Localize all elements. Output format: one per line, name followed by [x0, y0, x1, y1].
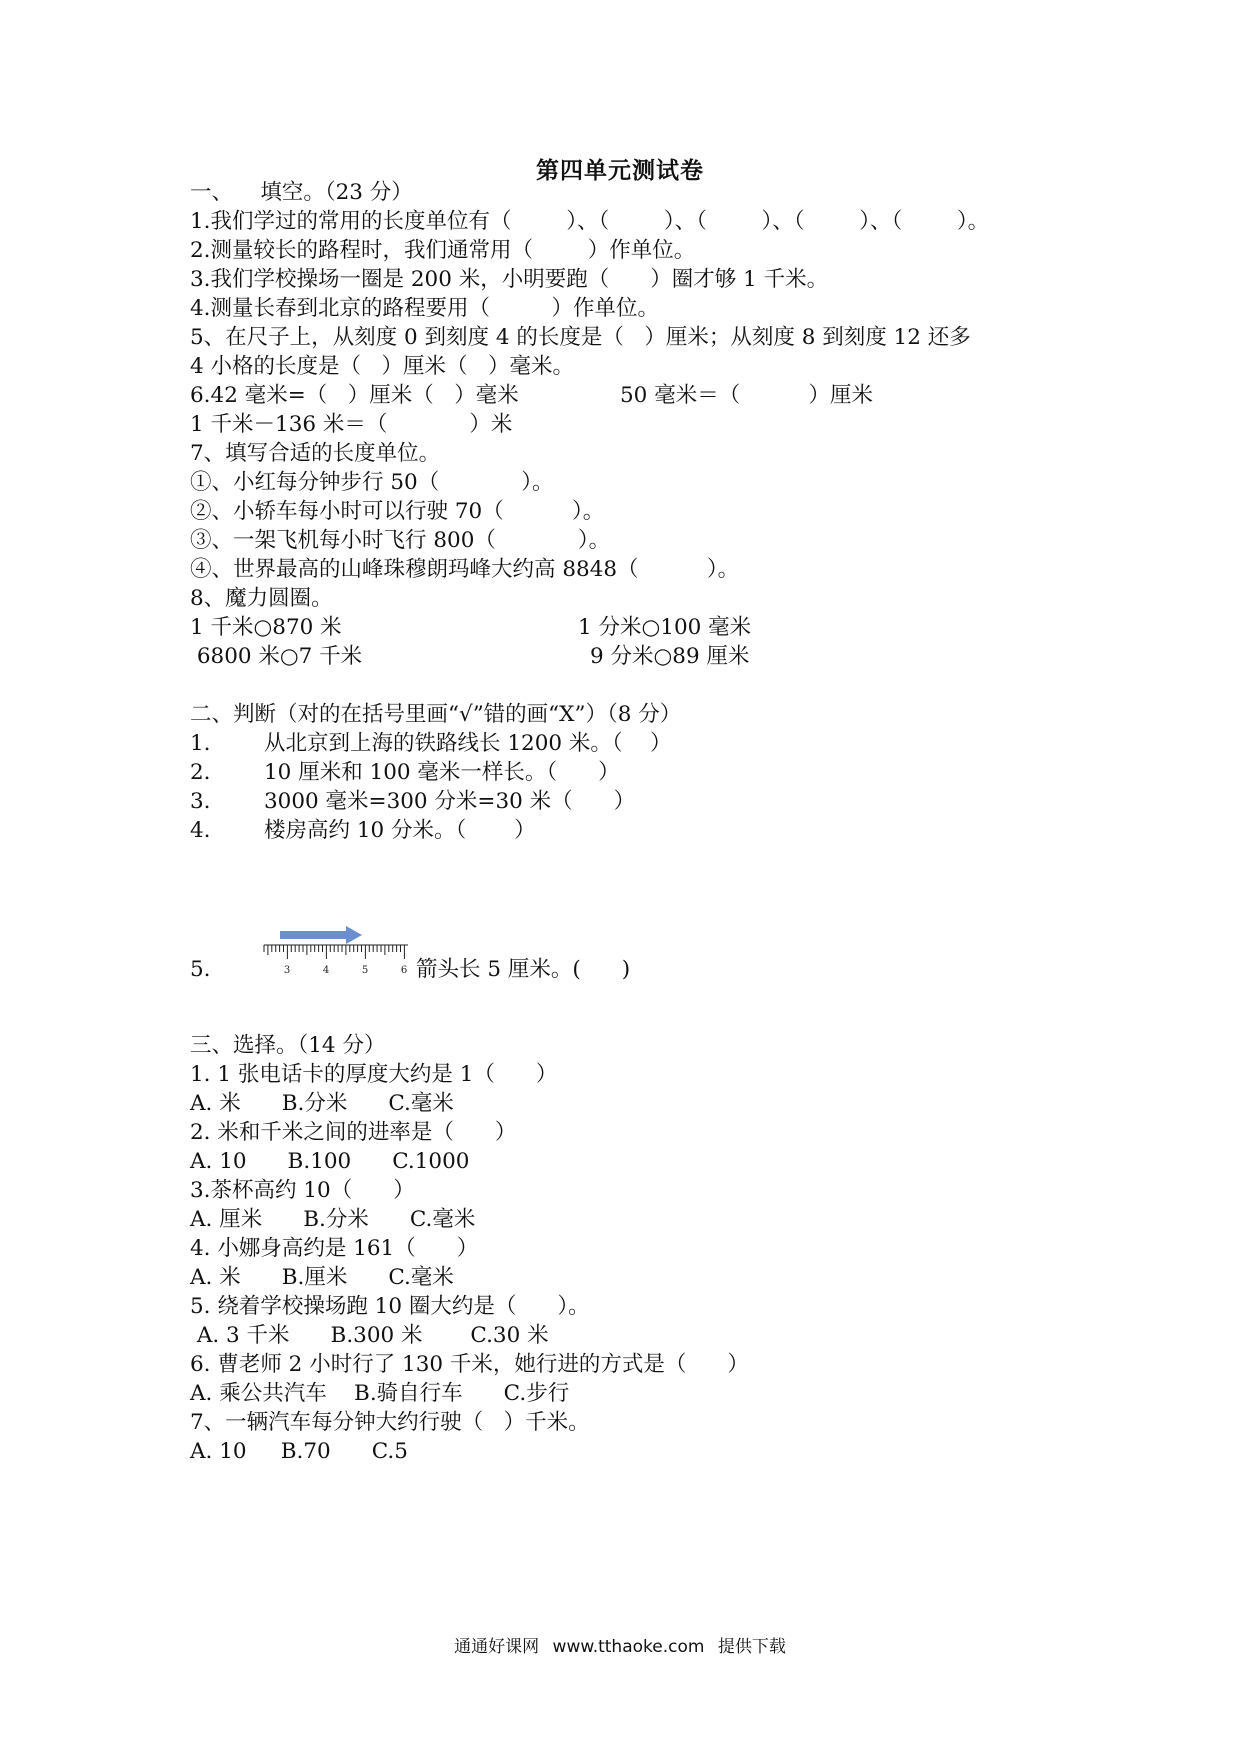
choice-options: A. 米 B.厘米 C.毫米: [190, 1265, 454, 1290]
footer-note: 提供下载: [717, 1637, 786, 1657]
item-number: 1.: [190, 731, 211, 756]
choice-question: 7、一辆汽车每分钟大约行驶（ ）千米。: [190, 1410, 590, 1435]
ruler-tick-label: 6: [400, 965, 408, 976]
judge-item: [190, 816, 536, 846]
section3-heading: 三、选择。（14 分）: [190, 1033, 386, 1058]
judge-item: [190, 758, 620, 788]
question-line: ④、世界最高的山峰珠穆朗玛峰大约高 8848（ ）。: [190, 557, 740, 582]
question-line: 8、魔力圆圈。: [190, 586, 333, 611]
question-line: 1.我们学过的常用的长度单位有（ ）、（ ）、（ ）、（ ）、（ ）。: [190, 209, 990, 234]
judge-item: [190, 787, 635, 817]
choice-question: 3.茶杯高约 10（ ）: [190, 1178, 415, 1203]
judge-item: [190, 955, 630, 985]
comparison-line: 6800 米○7 千米: [190, 644, 363, 669]
item-text: 从北京到上海的铁路线长 1200 米。（ ）: [264, 731, 672, 756]
question-line: 6.42 毫米=（ ）厘米（ ）毫米: [190, 383, 519, 408]
question-line: 2.测量较长的路程时，我们通常用（ ）作单位。: [190, 238, 696, 263]
question-line: 1 千米－136 米＝（ ）米: [190, 412, 513, 437]
choice-options: A. 乘公共汽车 B.骑自行车 C.步行: [190, 1381, 570, 1406]
item-number: 3.: [190, 789, 211, 814]
ruler-tick-label: 4: [322, 965, 330, 976]
choice-options: A. 米 B.分米 C.毫米: [190, 1091, 454, 1116]
question-line: 4 小格的长度是（ ）厘米（ ）毫米。: [190, 354, 575, 379]
section2-heading: 二、判断（对的在括号里画“√”错的画“X”）（8 分）: [190, 702, 682, 727]
question-line: ②、小轿车每小时可以行驶 70（ ）。: [190, 499, 605, 524]
footer-url[interactable]: www.tthaoke.com: [552, 1637, 705, 1657]
choice-question: 6. 曹老师 2 小时行了 130 千米，她行进的方式是（ ）: [190, 1352, 749, 1377]
item-text: 楼房高约 10 分米。（ ）: [264, 818, 536, 843]
question-line: ③、一架飞机每小时飞行 800（ ）。: [190, 528, 611, 553]
page-footer: [0, 1632, 1240, 1657]
item-number: 2.: [190, 760, 211, 785]
item-number: 5.: [190, 957, 211, 982]
choice-options: A. 10 B.100 C.1000: [190, 1149, 470, 1174]
item-text: 10 厘米和 100 毫米一样长。（ ）: [264, 760, 620, 785]
footer-site-name: 通通好课网: [454, 1637, 540, 1657]
item-text: 3000 毫米=300 分米=30 米（ ）: [264, 789, 636, 814]
arrow-head: [346, 926, 362, 944]
ruler-tick-label: 3: [283, 965, 291, 976]
arrow-shaft: [280, 931, 346, 939]
question-line: 7、填写合适的长度单位。: [190, 441, 441, 466]
choice-question: 4. 小娜身高约是 161（ ）: [190, 1236, 479, 1261]
section1-heading: 一、 填空。（23 分）: [190, 180, 413, 205]
question-line: 5、在尺子上，从刻度 0 到刻度 4 的长度是（ ）厘米；从刻度 8 到刻度 12 还多: [190, 325, 971, 350]
comparison-line: 1 千米○870 米: [190, 615, 342, 640]
question-line: ①、小红每分钟步行 50（ ）。: [190, 470, 554, 495]
choice-question: 1. 1 张电话卡的厚度大约是 1（ ）: [190, 1062, 558, 1087]
comparison-line-right: 1 分米○100 毫米: [578, 615, 752, 640]
choice-options: A. 10 B.70 C.5: [190, 1439, 408, 1464]
choice-question: 2. 米和千米之间的进率是（ ）: [190, 1120, 517, 1145]
page-title: 第四单元测试卷: [536, 157, 704, 184]
comparison-line-right: 9 分米○89 厘米: [590, 644, 750, 669]
judge-item: [190, 729, 671, 759]
item-text: 箭头长 5 厘米。( ): [416, 957, 631, 982]
ruler-tick-label: 5: [361, 965, 369, 976]
choice-question: 5. 绕着学校操场跑 10 圈大约是（ ）。: [190, 1294, 590, 1319]
choice-options: A. 厘米 B.分米 C.毫米: [190, 1207, 476, 1232]
question-line-right: 50 毫米＝（ ）厘米: [620, 383, 874, 408]
question-line: 4.测量长春到北京的路程要用（ ）作单位。: [190, 296, 660, 321]
choice-options: A. 3 千米 B.300 米 C.30 米: [190, 1323, 549, 1348]
question-line: 3.我们学校操场一圈是 200 米，小明要跑（ ）圈才够 1 千米。: [190, 267, 829, 292]
item-number: 4.: [190, 818, 211, 843]
